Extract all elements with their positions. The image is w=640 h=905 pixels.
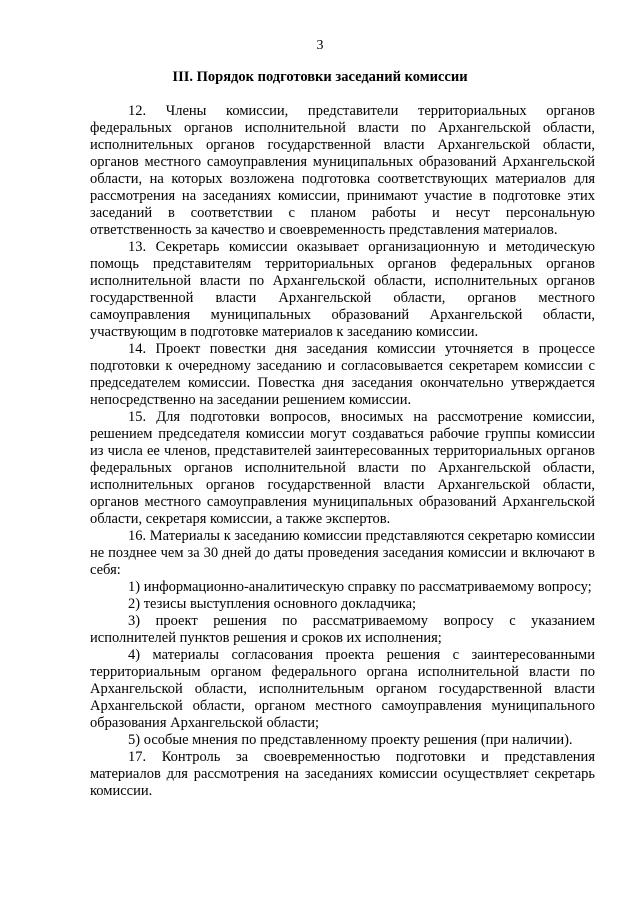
- paragraph-12: 12. Члены комиссии, представители территориальных органов федеральных органов исполнительной власти по Архангельской области, исполнительных органов государственной власти Архангельской области, органов местного самоуправления муниципальных образований Архангельской области, на которых возложена подготовка соответствующих материалов для рассмотрения на заседаниях комиссии, принимают участие в подготовке этих заседаний в соответствии с планом работы и несут персональную ответственность за качество и своевременность представления материалов.: [90, 103, 595, 238]
- paragraph-15: 15. Для подготовки вопросов, вносимых на рассмотрение комиссии, решением председателя комиссии могут создаваться рабочие группы комиссии из числа ее членов, представителей заинтересованных территориальных органов федеральных органов исполнительной власти по Архангельской области, исполнительных органов государственной власти Архангельской области, органов местного самоуправления муниципальных образований Архангельской области, секретаря комиссии, а также экспертов.: [90, 409, 595, 527]
- paragraph-13: 13. Секретарь комиссии оказывает организационную и методическую помощь представителям территориальных органов федеральных органов исполнительной власти по Архангельской области, исполнительных органов государственной власти Архангельской области, органов местного самоуправления муниципальных образований Архангельской области, участвующим в подготовке материалов к заседанию комиссии.: [90, 239, 595, 340]
- document-body: [90, 103, 595, 800]
- list-item-3: 3) проект решения по рассматриваемому вопросу с указанием исполнителей пунктов решения и сроков их исполнения;: [90, 613, 595, 646]
- page-number: 3: [316, 38, 324, 53]
- list-item-5: 5) особые мнения по представленному проекту решения (при наличии).: [128, 732, 573, 748]
- list-item-2: 2) тезисы выступления основного докладчика;: [128, 596, 417, 612]
- section-heading: III. Порядок подготовки заседаний комиссии: [172, 69, 468, 85]
- paragraph-14: 14. Проект повестки дня заседания комиссии уточняется в процессе подготовки к очередному заседанию и согласовывается секретарем комиссии с председателем комиссии. Повестка дня заседания окончательно утверждается непосредственно на заседании решением комиссии.: [90, 341, 595, 408]
- paragraph-17: 17. Контроль за своевременностью подготовки и представления материалов для рассмотрения на заседаниях комиссии осуществляет секретарь комиссии.: [90, 749, 595, 799]
- list-item-4: 4) материалы согласования проекта решения с заинтересованными территориальным органом федерального органа исполнительной власти по Архангельской области, исполнительным органом государственной власти Архангельской области, органом местного самоуправления муниципального образования Архангельской области;: [90, 647, 595, 731]
- list-item-1: 1) информационно-аналитическую справку по рассматриваемому вопросу;: [128, 579, 592, 595]
- paragraph-16: 16. Материалы к заседанию комиссии представляются секретарю комиссии не позднее чем за 30 дней до даты проведения заседания комиссии и включают в себя:: [90, 528, 595, 578]
